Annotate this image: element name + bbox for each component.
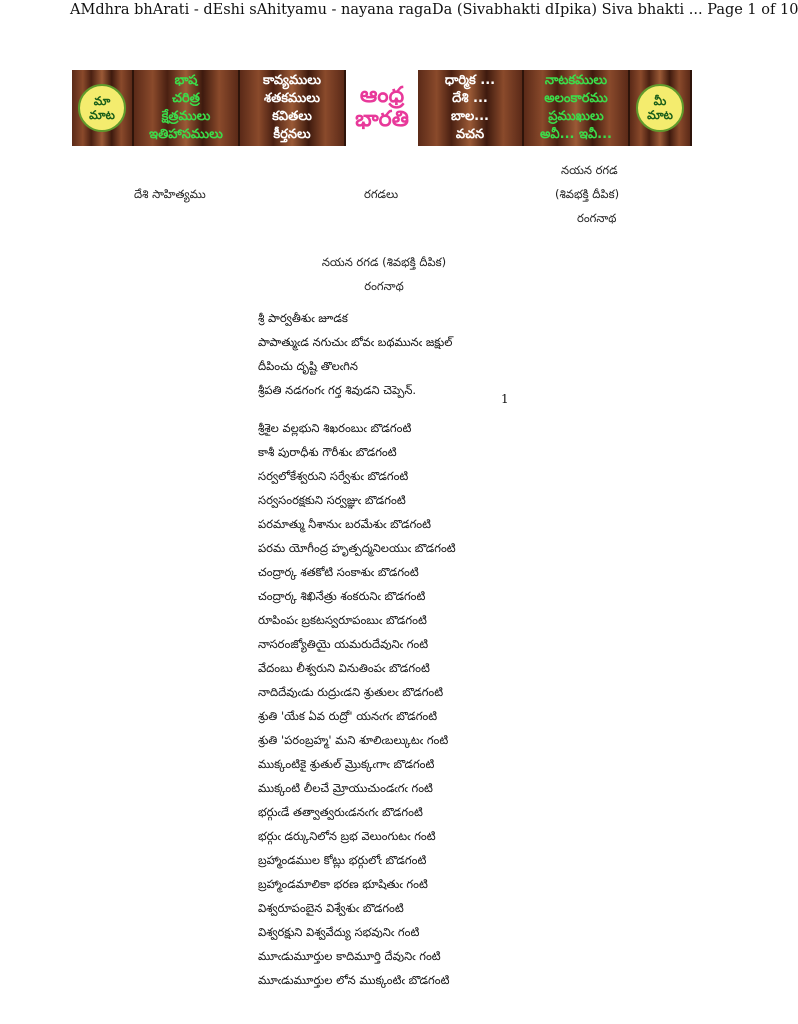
poem-line: శ్రీ పార్వతీశుఁ జూడక — [258, 311, 348, 325]
link-natakas[interactable]: నాటకములు — [544, 73, 608, 88]
your-word-link[interactable] — [630, 70, 692, 146]
poem-line: శ్రీశైల వల్లభుని శిఖరంబుఁ బొడగంటి — [258, 421, 412, 435]
stanza-2 — [258, 416, 588, 992]
poem-line: శ్రీపతి నడగంగఁ గర్త శివుడని చెప్పెన్. — [258, 383, 417, 397]
your-word-label-2: మాట — [647, 108, 673, 122]
poem-line: సర్వలోకేశ్వరుని సర్వేశుఁ బొడగంటి — [258, 469, 409, 483]
poem-line: చంద్రార్క శతకోటి సంకాశుఁ బొడగంటి — [258, 565, 419, 579]
poem-line: పరమ యోగీంద్ర హృత్పద్మనిలయుఁ బొడగంటి — [258, 541, 456, 555]
link-dharmika[interactable]: ధార్మిక ... — [444, 73, 496, 88]
breadcrumb-work-author: రంగనాథ — [577, 211, 617, 225]
poem-line: భర్గుఁడే తత్వాత్వరుఁడనఁగఁ బొడగంటి — [258, 805, 423, 819]
poem-line: పరమాత్ము నీశానుఁ బరమేశుఁ బొడగంటి — [258, 517, 431, 531]
link-deshi[interactable]: దేశి ... — [452, 91, 488, 106]
our-word-label-1: మా — [93, 94, 111, 108]
our-word-link[interactable] — [72, 70, 134, 146]
poem-line: మూఁడుమూర్తుల లోన ముక్కంటిఁ బొడగంటి — [258, 973, 450, 987]
breadcrumb-category[interactable]: దేశి సాహిత్యము — [134, 187, 206, 201]
document-title: నయన రగడ (శివభక్తి దీపిక) — [321, 255, 447, 269]
page-header: AMdhra bhArati - dEshi sAhityamu - nayana ragaDa (Sivabhakti dIpika) Siva bhakti ... Page 1 of 10 — [70, 2, 798, 18]
banner-tile-poetry — [240, 70, 346, 146]
poem-line: చంద్రార్క శిఖినేత్రు శంకరునిఁ బొడగంటి — [258, 589, 426, 603]
link-alankara[interactable]: అలంకారము — [544, 91, 608, 106]
breadcrumb-subcategory[interactable]: రగడలు — [364, 187, 399, 201]
poem-line: ముక్కంటి లీలచే మ్రోయుచుండఁగఁ గంటి — [258, 781, 433, 795]
poem-line: మూఁడుమూర్తుల కాదిమూర్తి దేవునిఁ గంటి — [258, 949, 441, 963]
poem-line: వేదంబు లీశ్వరుని వినుతింపఁ బొడగంటి — [258, 661, 430, 675]
poem-line: విశ్వరక్షుని విశ్వవేద్యు సభవునిఁ గంటి — [258, 925, 420, 939]
poem-body — [258, 306, 588, 992]
your-word-label-1: మీ — [653, 94, 667, 108]
link-satakas[interactable]: శతకములు — [263, 91, 321, 106]
link-epics[interactable]: ఇతిహాసములు — [149, 127, 223, 142]
page-number: 1 — [501, 392, 509, 406]
banner-tile-dharmika — [418, 70, 524, 146]
link-history[interactable]: చరిత్ర — [172, 91, 200, 106]
poem-line: ముక్కంటికై శ్రుతుల్ మ్రొక్కఁగాఁ బొడగంటి — [258, 757, 435, 771]
andhra-bharati-logo[interactable] — [346, 70, 418, 146]
link-misc[interactable]: అవీ... ఇవీ... — [540, 127, 612, 142]
link-famous[interactable]: ప్రముఖులు — [548, 109, 604, 124]
poem-line: రూపింపఁ బ్రకటస్వరూపంబుఁ బొడగంటి — [258, 613, 427, 627]
link-places[interactable]: క్షేత్రములు — [161, 109, 211, 124]
link-bala[interactable]: బాల... — [451, 109, 489, 124]
document-author: రంగనాథ — [364, 279, 404, 293]
poem-line: దీపించు దృష్టి తొలఁగిన — [258, 359, 358, 373]
poem-line: నాదిదేవుఁడు రుద్రుఁడని శ్రుతులఁ బొడగంటి — [258, 685, 444, 699]
stanza-gap — [258, 402, 588, 416]
breadcrumb-work-title: నయన రగడ — [561, 163, 618, 177]
poem-line: సర్వసంరక్షకుని సర్వజ్ఞుఁ బొడగంటి — [258, 493, 406, 507]
your-word-badge-icon — [636, 84, 684, 132]
link-kirtanas[interactable]: కీర్తనలు — [273, 127, 311, 142]
breadcrumb-work-subtitle: (శివభక్తి దీపిక) — [555, 187, 620, 201]
poem-line: విశ్వరూపంబైన విశ్వేశుఁ బొడగంటి — [258, 901, 404, 915]
poem-line: శ్రుతి 'పరంబ్రహ్మ' మని శూలిఁబల్కుటఁ గంటి — [258, 733, 449, 747]
poem-line: కాశీ పురాధీశు గౌరీశుఁ బొడగంటి — [258, 445, 397, 459]
poem-line: బ్రహ్మాండముల కోట్లు భర్గులోఁ బొడగంటి — [258, 853, 427, 867]
our-word-badge-icon — [78, 84, 126, 132]
poem-line: నాసరంజ్యోతియై యమరుదేవునిఁ గంటి — [258, 637, 429, 651]
poem-line: శ్రుతి 'యేక ఏవ రుద్రో' యనఁగఁ బొడగంటి — [258, 709, 438, 723]
link-kavyas[interactable]: కావ్యములు — [263, 73, 321, 88]
our-word-label-2: మాట — [89, 108, 115, 122]
banner-tile-language — [134, 70, 240, 146]
poem-line: బ్రహ్మాండమాలికా భరణ భూషితుఁ గంటి — [258, 877, 428, 891]
poem-line: పాపాత్ముఁడ నగుచుఁ బోవఁ బథమునఁ జక్షుల్ — [258, 335, 453, 349]
link-language[interactable]: భాష — [174, 73, 198, 88]
site-banner — [72, 70, 696, 146]
poem-line: భర్గుఁ డర్కునిలోన బ్రభ వెలుంగుటఁ గంటి — [258, 829, 436, 843]
logo-line-2: భారతి — [355, 107, 409, 132]
banner-tile-natakas — [524, 70, 630, 146]
link-vachana[interactable]: వచన — [455, 127, 485, 142]
link-poems[interactable]: కవితలు — [272, 109, 312, 124]
stanza-1 — [258, 306, 588, 402]
logo-line-1: ఆంధ్ర — [359, 83, 405, 108]
